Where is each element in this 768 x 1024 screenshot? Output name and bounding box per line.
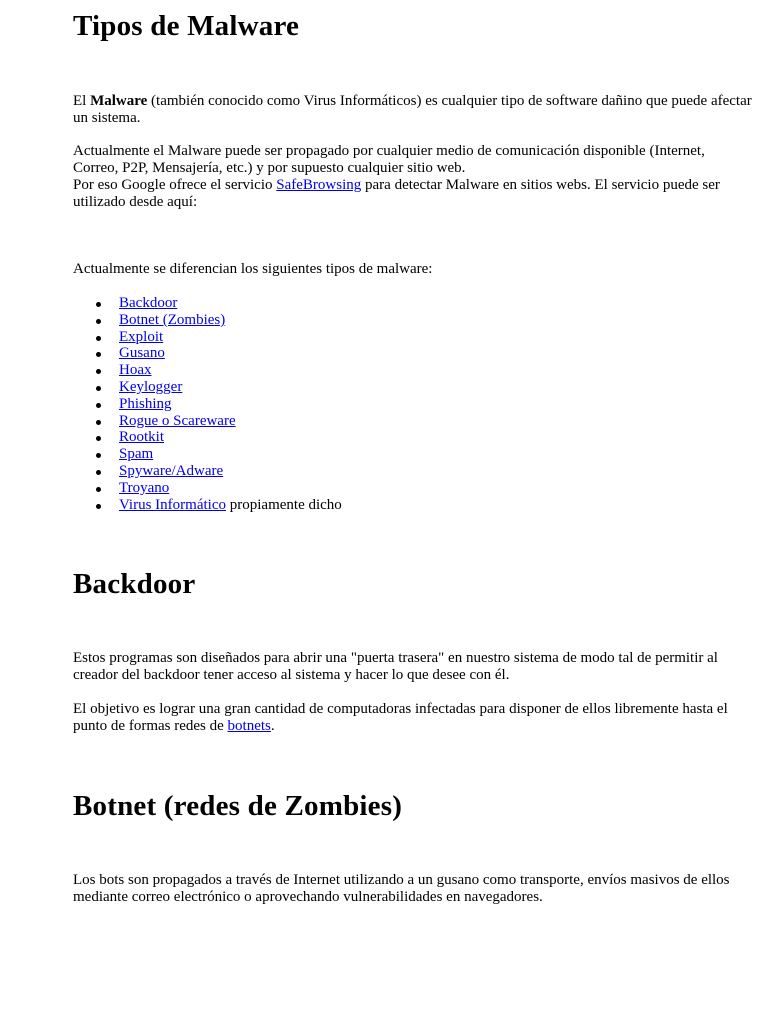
backdoor-paragraph-2 [73, 701, 753, 735]
botnets-link[interactable]: botnets [227, 718, 271, 734]
intro-paragraph-1 [73, 93, 753, 127]
list-item [73, 413, 753, 430]
bullet-icon [96, 319, 101, 324]
malware-type-link[interactable]: Botnet (Zombies) [119, 311, 226, 328]
intro-text-3 [73, 177, 753, 211]
bullet-icon [96, 504, 101, 509]
intro-paragraph-4 [73, 261, 753, 278]
intro-paragraph-2 [73, 143, 753, 211]
backdoor-text-2-suffix: . [270, 718, 275, 734]
title-block [73, 9, 753, 43]
bullet-icon [96, 336, 101, 341]
malware-type-link[interactable]: Phishing [119, 395, 172, 412]
malware-type-link[interactable]: Spam [119, 446, 154, 463]
list-item [73, 362, 753, 379]
bullet-icon [96, 470, 101, 475]
malware-type-link[interactable]: Virus Informático [119, 496, 226, 513]
backdoor-heading: Backdoor [73, 568, 196, 600]
malware-type-link[interactable]: Troyano [119, 479, 170, 496]
page-title: Tipos de Malware [73, 10, 300, 42]
list-item [73, 396, 753, 413]
bullet-icon [96, 369, 101, 374]
malware-type-link[interactable]: Gusano [119, 345, 165, 362]
backdoor-text-2-prefix: El objetivo es lograr una gran cantidad de computadoras infectadas para disponer de ellos libremente hasta el punto de formas redes de [73, 701, 728, 734]
malware-type-link[interactable]: Backdoor [119, 295, 178, 311]
botnet-heading: Botnet (redes de Zombies) [73, 790, 403, 822]
malware-type-link[interactable]: Exploit [119, 328, 164, 345]
backdoor-paragraph-1 [73, 650, 753, 684]
bullet-icon [96, 420, 101, 425]
bullet-icon [96, 453, 101, 458]
malware-bold: Malware [90, 93, 148, 109]
intro-text-3-prefix: Por eso Google ofrece el servicio [73, 177, 277, 193]
list-item [73, 497, 753, 514]
list-item [73, 446, 753, 463]
intro-text-4: Actualmente se diferencian los siguientes tipos de malware: [73, 261, 433, 277]
bullet-icon [96, 403, 101, 408]
list-item [73, 429, 753, 446]
bullet-icon [96, 436, 101, 441]
botnet-paragraph-1 [73, 872, 753, 906]
malware-type-link[interactable]: Rogue o Scareware [119, 412, 236, 429]
list-item [73, 295, 753, 312]
malware-type-link[interactable]: Keylogger [119, 378, 183, 395]
safebrowsing-link[interactable]: SafeBrowsing [276, 177, 362, 193]
intro-text-1-suffix: (también conocido como Virus Informáticos) es cualquier tipo de software dañino que puede afectar un sistema. [73, 93, 752, 126]
backdoor-text-1: Estos programas son diseñados para abrir una "puerta trasera" en nuestro sistema de modo tal de permitir al creador del backdoor tener acceso al sistema y hacer lo que desee con él. [73, 650, 718, 683]
list-item [73, 480, 753, 497]
intro-text-1-prefix: El [73, 93, 91, 109]
list-item [73, 329, 753, 346]
botnet-heading-block [73, 789, 753, 823]
intro-text-3-suffix: para detectar Malware en sitios webs. El servicio puede ser utilizado desde aquí: [73, 177, 720, 210]
backdoor-heading-block [73, 567, 753, 601]
malware-types-list [73, 295, 753, 513]
list-item [73, 463, 753, 480]
list-item [73, 345, 753, 362]
botnet-text-1: Los bots son propagados a través de Internet utilizando a un gusano como transporte, envíos masivos de ellos mediante correo electrónico o aprovechando vulnerabilidades en navegadores. [73, 872, 730, 905]
malware-type-suffix: propiamente dicho [226, 496, 342, 513]
list-item [73, 312, 753, 329]
bullet-icon [96, 352, 101, 357]
bullet-icon [96, 487, 101, 492]
malware-type-link[interactable]: Hoax [119, 362, 152, 379]
malware-type-link[interactable]: Rootkit [119, 429, 165, 446]
bullet-icon [96, 386, 101, 391]
list-item [73, 379, 753, 396]
malware-types-list-block [73, 295, 753, 513]
intro-text-1 [73, 93, 753, 127]
malware-type-link[interactable]: Spyware/Adware [119, 462, 224, 479]
bullet-icon [96, 302, 101, 307]
backdoor-text-2 [73, 701, 753, 735]
intro-text-2: Actualmente el Malware puede ser propagado por cualquier medio de comunicación disponible (Internet, Correo, P2P, Mensajería, etc.) y por supuesto cualquier sitio web. [73, 143, 705, 176]
